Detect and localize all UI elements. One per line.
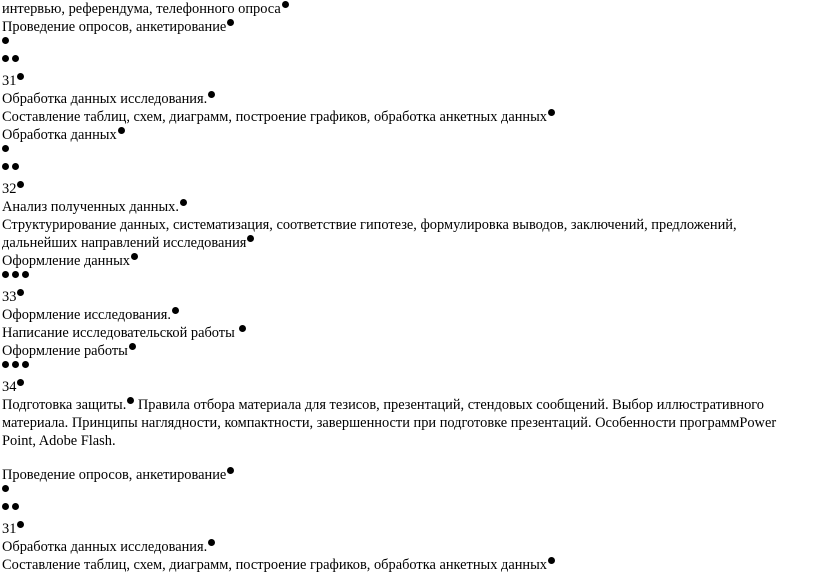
line-text: Анализ полученных данных. xyxy=(2,199,179,215)
bullet-row xyxy=(2,144,810,162)
bullet-dot-icon xyxy=(12,361,19,368)
text-line xyxy=(2,342,810,360)
bullet-dot-icon xyxy=(548,557,555,564)
line-text: Составление таблиц, схем, диаграмм, построение графиков, обработка анкетных данных xyxy=(2,109,547,125)
bullet-dot-icon xyxy=(12,503,19,510)
paragraph-gap xyxy=(2,450,810,466)
line-text: Написание исследовательской работы xyxy=(2,325,239,341)
text-paragraph xyxy=(2,396,810,450)
text-line xyxy=(2,466,810,484)
bullet-row xyxy=(2,270,810,288)
bullet-dot-icon xyxy=(17,181,24,188)
bullet-dot-icon xyxy=(227,19,234,26)
bullet-dot-icon xyxy=(2,503,9,510)
bullet-dot-icon xyxy=(17,379,24,386)
text-line xyxy=(2,126,810,144)
bullet-dot-icon xyxy=(12,55,19,62)
text-line xyxy=(2,556,810,574)
bullet-row xyxy=(2,484,810,502)
bullet-dot-icon xyxy=(17,73,24,80)
text-line xyxy=(2,252,810,270)
line-text: Обработка данных xyxy=(2,127,117,143)
bullet-dot-icon xyxy=(2,271,9,278)
text-line xyxy=(2,198,810,216)
bullet-dot-icon xyxy=(12,163,19,170)
bullet-dot-icon xyxy=(118,127,125,134)
line-text: Составление таблиц, схем, диаграмм, построение графиков, обработка анкетных данных xyxy=(2,557,547,573)
line-text: Обработка данных исследования. xyxy=(2,539,208,555)
line-text: Проведение опросов, анкетирование xyxy=(2,467,227,483)
bullet-dot-icon xyxy=(2,55,9,62)
text-line xyxy=(2,288,810,306)
bullet-row xyxy=(2,502,810,520)
text-line xyxy=(2,306,810,324)
bullet-dot-icon xyxy=(129,343,136,350)
bullet-row xyxy=(2,360,810,378)
bullet-dot-icon xyxy=(17,289,24,296)
line-text: Оформление данных xyxy=(2,253,130,269)
bullet-dot-icon xyxy=(247,235,254,242)
bullet-row xyxy=(2,162,810,180)
bullet-dot-icon xyxy=(180,199,187,206)
line-text: интервью, референдума, телефонного опроса xyxy=(2,1,281,17)
text-line xyxy=(2,216,810,252)
line-text: Проведение опросов, анкетирование xyxy=(2,19,227,35)
bullet-dot-icon xyxy=(17,521,24,528)
text-line xyxy=(2,108,810,126)
line-text: Оформление исследования. xyxy=(2,307,171,323)
text-line xyxy=(2,0,810,18)
bullet-dot-icon xyxy=(227,467,234,474)
text-line xyxy=(2,378,810,396)
bullet-dot-icon xyxy=(12,271,19,278)
bullet-dot-icon xyxy=(2,37,9,44)
text-line xyxy=(2,538,810,556)
line-text: Правила отбора материала для тезисов, презентаций, стендовых сообщений. Выбор иллюстративного материала. Принципы наглядности, компактности, завершенности при подготовке презентаций. Особенности программPower Point, Adobe Flash. xyxy=(2,397,777,449)
text-line xyxy=(2,180,810,198)
bullet-dot-icon xyxy=(548,109,555,116)
bullet-dot-icon xyxy=(208,91,215,98)
text-line xyxy=(2,520,810,538)
text-line xyxy=(2,324,810,342)
bullet-dot-icon xyxy=(172,307,179,314)
line-text: 31 xyxy=(2,521,17,537)
line-text: Обработка данных исследования. xyxy=(2,91,208,107)
line-text: Подготовка защиты. xyxy=(2,397,127,413)
bullet-dot-icon xyxy=(22,361,29,368)
bullet-dot-icon xyxy=(239,325,246,332)
text-line xyxy=(2,18,810,36)
line-text: Структурирование данных, систематизация, соответствие гипотезе, формулировка выводов, заключений, предложений, дальнейших направлений исследования xyxy=(2,217,737,251)
bullet-dot-icon xyxy=(131,253,138,260)
bullet-dot-icon xyxy=(282,1,289,8)
bullet-dot-icon xyxy=(2,145,9,152)
bullet-dot-icon xyxy=(22,271,29,278)
bullet-dot-icon xyxy=(2,485,9,492)
bullet-row xyxy=(2,54,810,72)
line-text: 31 xyxy=(2,73,17,89)
line-text: Оформление работы xyxy=(2,343,128,359)
text-line xyxy=(2,90,810,108)
line-text: 32 xyxy=(2,181,17,197)
document-body xyxy=(2,0,810,574)
text-line xyxy=(2,72,810,90)
bullet-row xyxy=(2,36,810,54)
line-text: 34 xyxy=(2,379,17,395)
bullet-dot-icon xyxy=(2,163,9,170)
bullet-dot-icon xyxy=(2,361,9,368)
line-text: 33 xyxy=(2,289,17,305)
